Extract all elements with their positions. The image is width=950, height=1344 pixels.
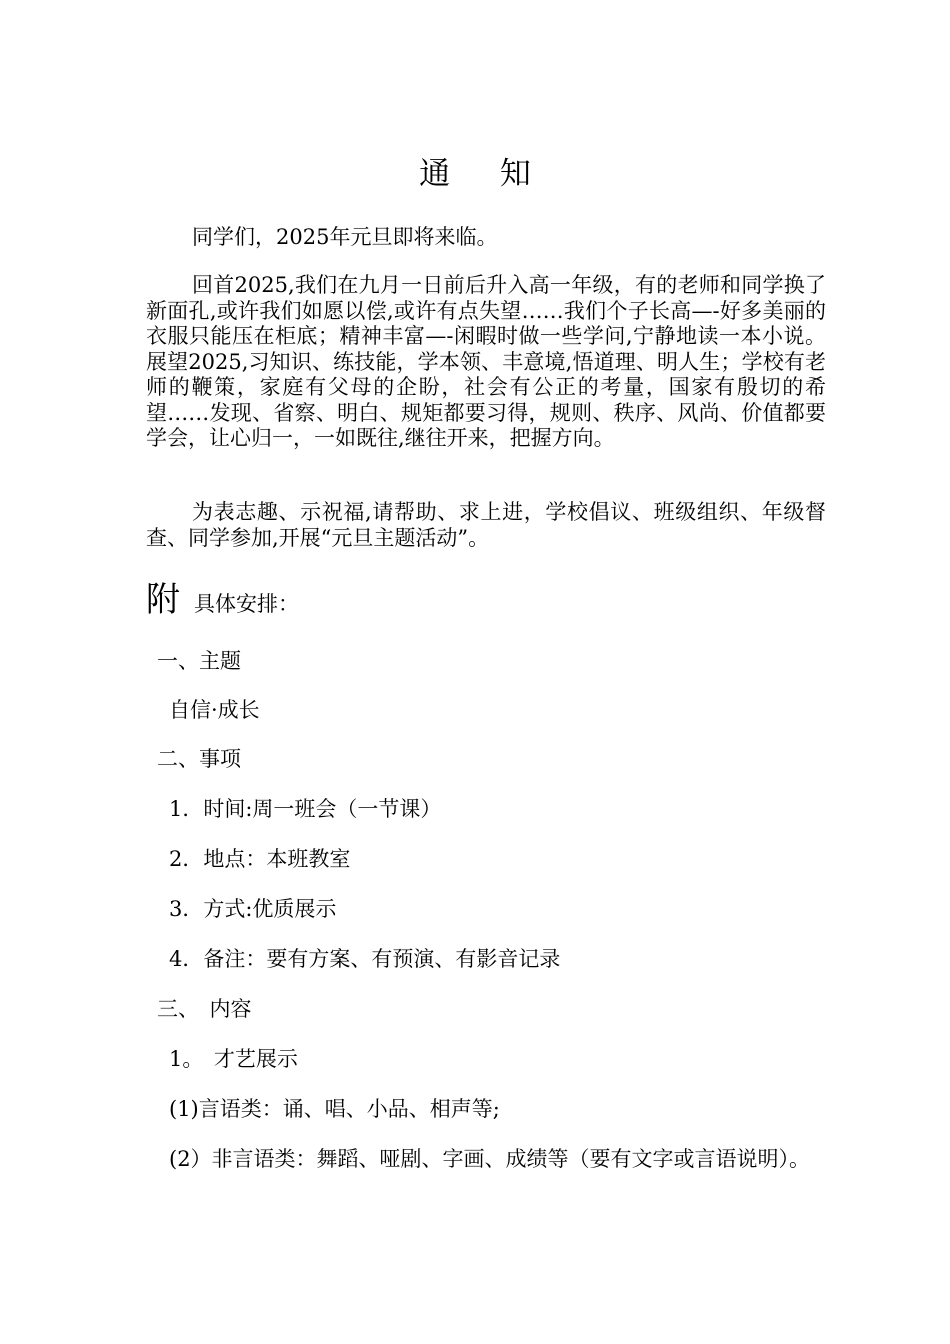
theme-text: 自信·成长 [169, 698, 260, 722]
list-item: 4．备注：要有方案、有预演、有影音记录 [169, 947, 561, 971]
section-heading-matters: 二、事项 [157, 747, 241, 771]
notice-title: 通 知 [419, 156, 551, 192]
list-item: 2．地点：本班教室 [169, 847, 351, 871]
list-item: 3．方式:优质展示 [169, 897, 337, 921]
section-heading-content: 三、 内容 [157, 997, 252, 1021]
body-paragraph: 回首2025,我们在九月一日前后升入高一年级，有的老师和同学换了新面孔,或许我们如愿以偿,或许有点失望……我们个子长高—-好多美丽的衣服只能压在柜底；精神丰富—-闲暇时做一些学问,宁静地读一本小说。展望2025,习知识、练技能，学本领、丰意境,悟道理、明人生；学校有老师的鞭策，家庭有父母的企盼，社会有公正的考量，国家有殷切的希望……发现、省察、明白、规矩都要习得，规则、秩序、风尚、价值都要学会，让心归一，一如既往,继往开来，把握方向。 [146, 273, 826, 450]
list-item: 1。 才艺展示 [169, 1047, 298, 1071]
list-item: (1)言语类：诵、唱、小品、相声等; [169, 1097, 500, 1121]
list-item: (2）非言语类：舞蹈、哑剧、字画、成绩等（要有文字或言语说明）。 [169, 1147, 811, 1171]
proposal-paragraph: 为表志趣、示祝福,请帮助、求上进，学校倡议、班级组织、年级督查、同学参加,开展“元旦主题活动”。 [146, 500, 826, 550]
greeting-paragraph: 同学们，2025年元旦即将来临。 [192, 225, 498, 249]
section-heading-theme: 一、主题 [157, 649, 241, 673]
appendix-heading [146, 578, 299, 622]
list-item: 1．时间:周一班会（一节课） [169, 797, 442, 821]
appendix-label: 具体安排： [194, 592, 299, 616]
appendix-marker: 附 [146, 580, 180, 620]
